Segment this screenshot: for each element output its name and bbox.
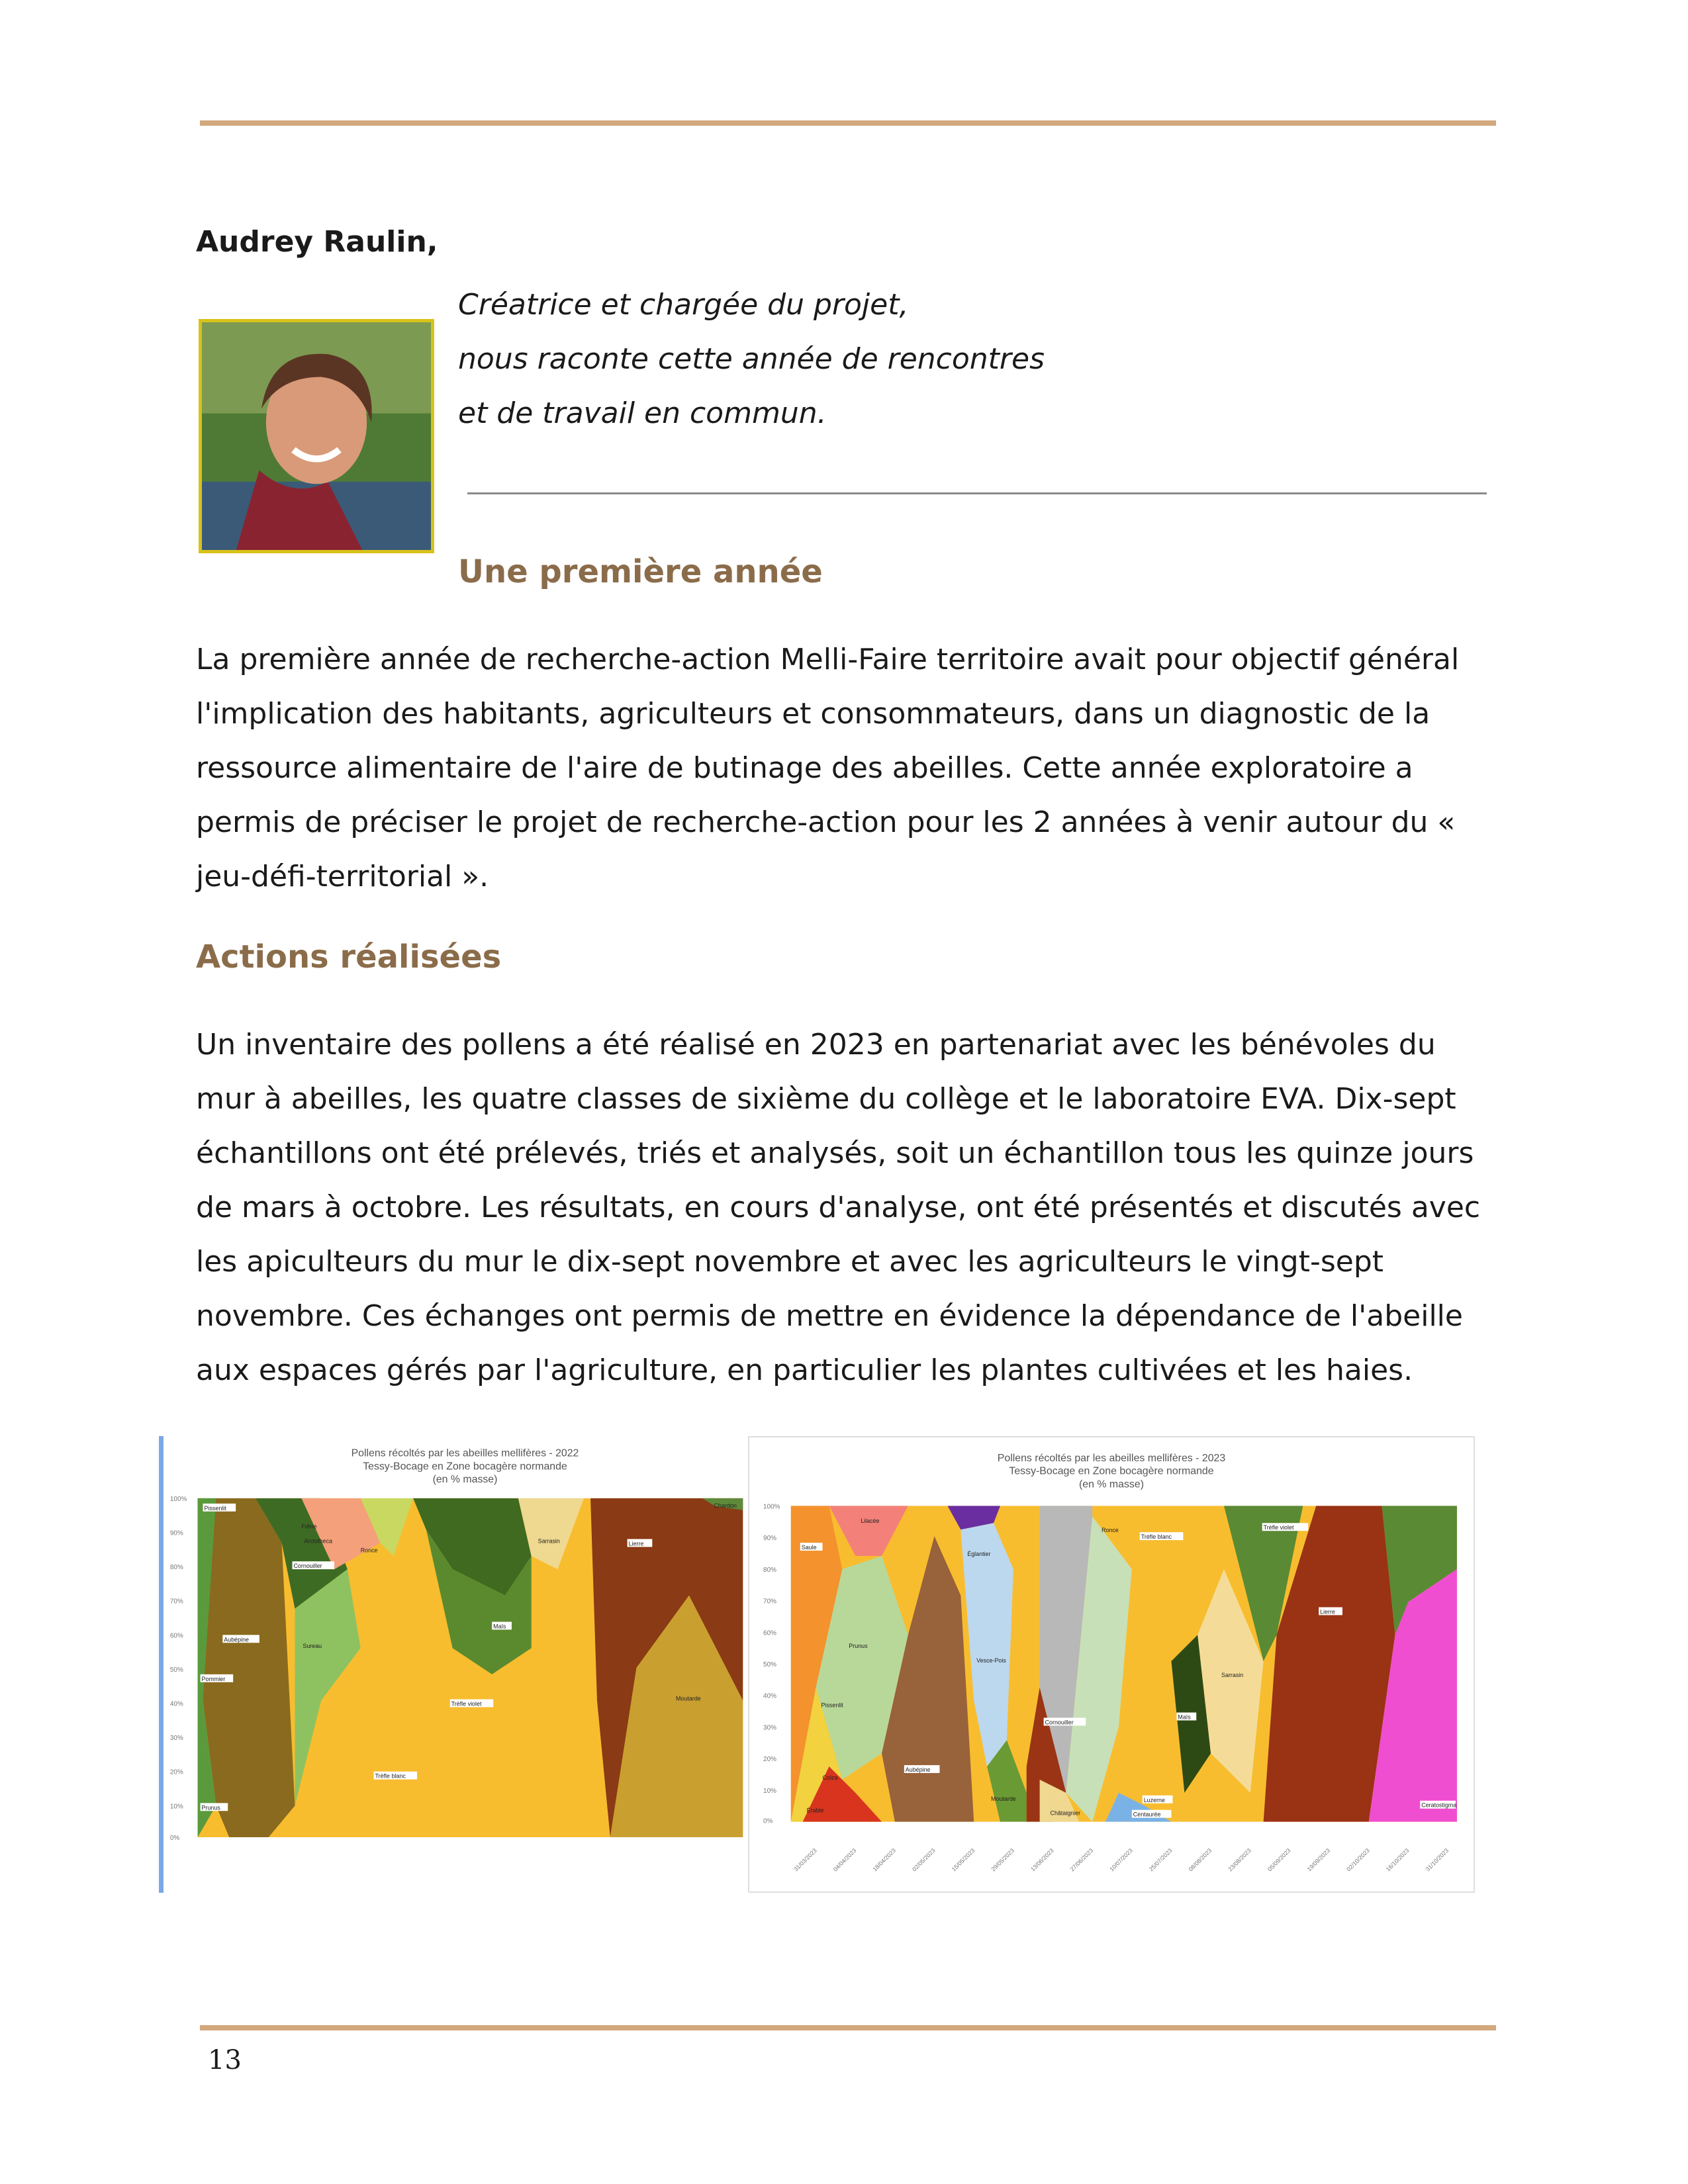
author-intro bbox=[458, 278, 1045, 441]
plot-area-2022 bbox=[198, 1498, 743, 1837]
series-label: Moutarde bbox=[676, 1695, 701, 1702]
y-tick: 100% bbox=[169, 1495, 187, 1503]
series-label: Églantier bbox=[967, 1550, 991, 1557]
series-label: Pissenlit bbox=[204, 1504, 226, 1512]
y-tick: 0% bbox=[169, 1834, 180, 1842]
series-label: Colza bbox=[822, 1774, 838, 1781]
intro-divider bbox=[467, 492, 1487, 494]
y-tick: 60% bbox=[169, 1632, 183, 1640]
x-tick: 31/03/2023 bbox=[792, 1846, 818, 1873]
chart-title: Pollens récoltés par les abeilles mellifères - 2022 bbox=[351, 1447, 579, 1459]
chart-title: Pollens récoltés par les abeilles mellifères - 2023 bbox=[997, 1452, 1226, 1464]
series-label: Cornouiller bbox=[1045, 1719, 1074, 1726]
page-number: 13 bbox=[208, 2045, 242, 2075]
y-tick: 80% bbox=[763, 1566, 776, 1574]
series-label: Trèfle blanc bbox=[1141, 1533, 1172, 1541]
y-tick: 70% bbox=[763, 1598, 776, 1606]
series-label: Centaurée bbox=[1133, 1811, 1161, 1818]
chart-unit: (en % masse) bbox=[1078, 1479, 1145, 1490]
x-tick: 15/05/2023 bbox=[950, 1846, 976, 1873]
chart-subtitle: Tessy-Bocage en Zone bocagère normande bbox=[363, 1461, 567, 1473]
series-label: Lilacée bbox=[861, 1518, 880, 1525]
y-tick: 90% bbox=[763, 1535, 776, 1543]
series-label: Chardon bbox=[714, 1502, 737, 1509]
y-tick: 0% bbox=[763, 1817, 773, 1825]
series-label: Pissenlit bbox=[821, 1702, 843, 1709]
x-tick: 23/08/2023 bbox=[1227, 1846, 1252, 1873]
x-axis-dates bbox=[792, 1847, 1450, 1873]
x-tick: 29/05/2023 bbox=[990, 1846, 1016, 1873]
x-tick: 10/07/2023 bbox=[1108, 1846, 1134, 1873]
series-label: Sureau bbox=[303, 1643, 322, 1650]
x-tick: 08/08/2023 bbox=[1187, 1846, 1213, 1873]
series-label: Sarrasin bbox=[538, 1537, 560, 1545]
y-tick: 80% bbox=[169, 1564, 183, 1572]
series-label: Trèfle violet bbox=[451, 1700, 482, 1707]
y-tick: 20% bbox=[763, 1756, 776, 1764]
x-tick: 25/07/2023 bbox=[1147, 1846, 1174, 1873]
y-tick: 100% bbox=[763, 1503, 780, 1511]
series-label: Lierre bbox=[628, 1540, 644, 1547]
y-axis-ticks bbox=[170, 1496, 187, 1842]
series-label: Érable bbox=[806, 1807, 824, 1814]
series-label: Saule bbox=[801, 1544, 817, 1551]
section-heading-premiere-annee: Une première année bbox=[458, 553, 823, 590]
series-label: Trèfle violet bbox=[1263, 1524, 1294, 1531]
x-tick: 02/05/2023 bbox=[911, 1846, 937, 1873]
series-label: Maïs bbox=[493, 1623, 506, 1630]
series-label: Prunus bbox=[849, 1643, 868, 1650]
chart-subtitle: Tessy-Bocage en Zone bocagère normande bbox=[1009, 1465, 1214, 1477]
series-label: Aubépine bbox=[224, 1636, 250, 1643]
series-label: Trèfle blanc bbox=[375, 1772, 406, 1780]
y-tick: 20% bbox=[169, 1768, 183, 1776]
x-tick: 13/06/2023 bbox=[1029, 1846, 1055, 1873]
top-rule bbox=[200, 120, 1496, 126]
plot-area-2023 bbox=[791, 1506, 1457, 1821]
y-tick: 10% bbox=[169, 1803, 183, 1811]
x-tick: 31/10/2023 bbox=[1424, 1846, 1450, 1873]
x-tick: 27/06/2023 bbox=[1068, 1846, 1095, 1873]
section-heading-actions: Actions réalisées bbox=[196, 938, 502, 976]
x-tick: 05/09/2023 bbox=[1266, 1846, 1292, 1873]
bottom-rule bbox=[200, 2025, 1496, 2030]
series-label: Ceratostigma bbox=[1421, 1801, 1457, 1809]
section-paragraph-premiere-annee: La première année de recherche-action Melli-Faire territoire avait pour objectif général l'implication des habitants, agriculteurs et consommateurs, dans un diagnostic de la ressource alimentaire de l'aire de butinage des abeilles. Cette année exploratoire a permis de préciser le projet de recherche-action pour les 2 années à venir autour du « jeu-défi-territorial ». bbox=[196, 643, 1460, 893]
pollen-chart-2022 bbox=[159, 1436, 767, 1893]
y-tick: 40% bbox=[763, 1692, 776, 1700]
section-paragraph-actions: Un inventaire des pollens a été réalisé en 2023 en partenariat avec les bénévoles du mur à abeilles, les quatre classes de sixième du collège et le laboratoire EVA. Dix-sept échantillons ont été prélevés, triés et analysés, soit un échantillon tous les quinze jours de mars à octobre. Les résultats, en cours d'analyse, ont été présentés et discutés avec les apiculteurs du mur le dix-sept novembre et avec les agriculteurs le vingt-sept novembre. Ces échanges ont permis de mettre en évidence la dépendance de l'abeille aux espaces gérés par l'agriculture, en particulier les plantes cultivées et les haies. bbox=[196, 1028, 1481, 1387]
x-tick: 19/09/2023 bbox=[1305, 1846, 1332, 1873]
series-label: Pommier bbox=[201, 1675, 226, 1682]
y-tick: 50% bbox=[763, 1661, 776, 1668]
x-tick: 04/04/2023 bbox=[831, 1846, 858, 1873]
y-tick: 10% bbox=[763, 1787, 776, 1795]
series-label: Vesce-Pois bbox=[976, 1657, 1006, 1664]
series-label: Moutarde bbox=[991, 1795, 1016, 1802]
chart-unit: (en % masse) bbox=[432, 1474, 498, 1486]
author-name: Audrey Raulin, bbox=[196, 225, 438, 259]
x-tick: 16/10/2023 bbox=[1384, 1846, 1411, 1873]
author-photo bbox=[199, 319, 434, 553]
series-label: Lierre bbox=[1320, 1608, 1335, 1615]
y-tick: 70% bbox=[169, 1598, 183, 1606]
series-label: Cornouiller bbox=[293, 1563, 322, 1570]
series-label: Châtaignier bbox=[1050, 1809, 1081, 1817]
series-label: Luzerne bbox=[1143, 1796, 1165, 1803]
y-tick: 30% bbox=[763, 1724, 776, 1732]
intro-line: Créatrice et chargée du projet, bbox=[458, 288, 909, 322]
series-label: Ronce bbox=[360, 1547, 378, 1554]
series-label: Sarrasin bbox=[1221, 1671, 1244, 1678]
intro-line: et de travail en commun. bbox=[458, 396, 827, 430]
y-axis-ticks bbox=[763, 1503, 780, 1825]
y-tick: 30% bbox=[169, 1735, 183, 1743]
series-label: Arctotheca bbox=[304, 1537, 333, 1545]
y-tick: 60% bbox=[763, 1629, 776, 1637]
series-label: Aubépine bbox=[905, 1766, 931, 1774]
series-label: Frêne bbox=[301, 1523, 317, 1530]
x-tick: 02/10/2023 bbox=[1345, 1846, 1371, 1873]
series-label: Ronce bbox=[1102, 1527, 1119, 1534]
y-tick: 50% bbox=[169, 1666, 183, 1674]
y-tick: 90% bbox=[169, 1529, 183, 1537]
intro-line: nous raconte cette année de rencontres bbox=[458, 342, 1045, 376]
series-label: Prunus bbox=[201, 1804, 220, 1811]
series-label: Maïs bbox=[1178, 1713, 1191, 1721]
y-tick: 40% bbox=[169, 1700, 183, 1708]
x-tick: 18/04/2023 bbox=[871, 1846, 898, 1873]
pollen-chart-2023 bbox=[748, 1436, 1475, 1893]
